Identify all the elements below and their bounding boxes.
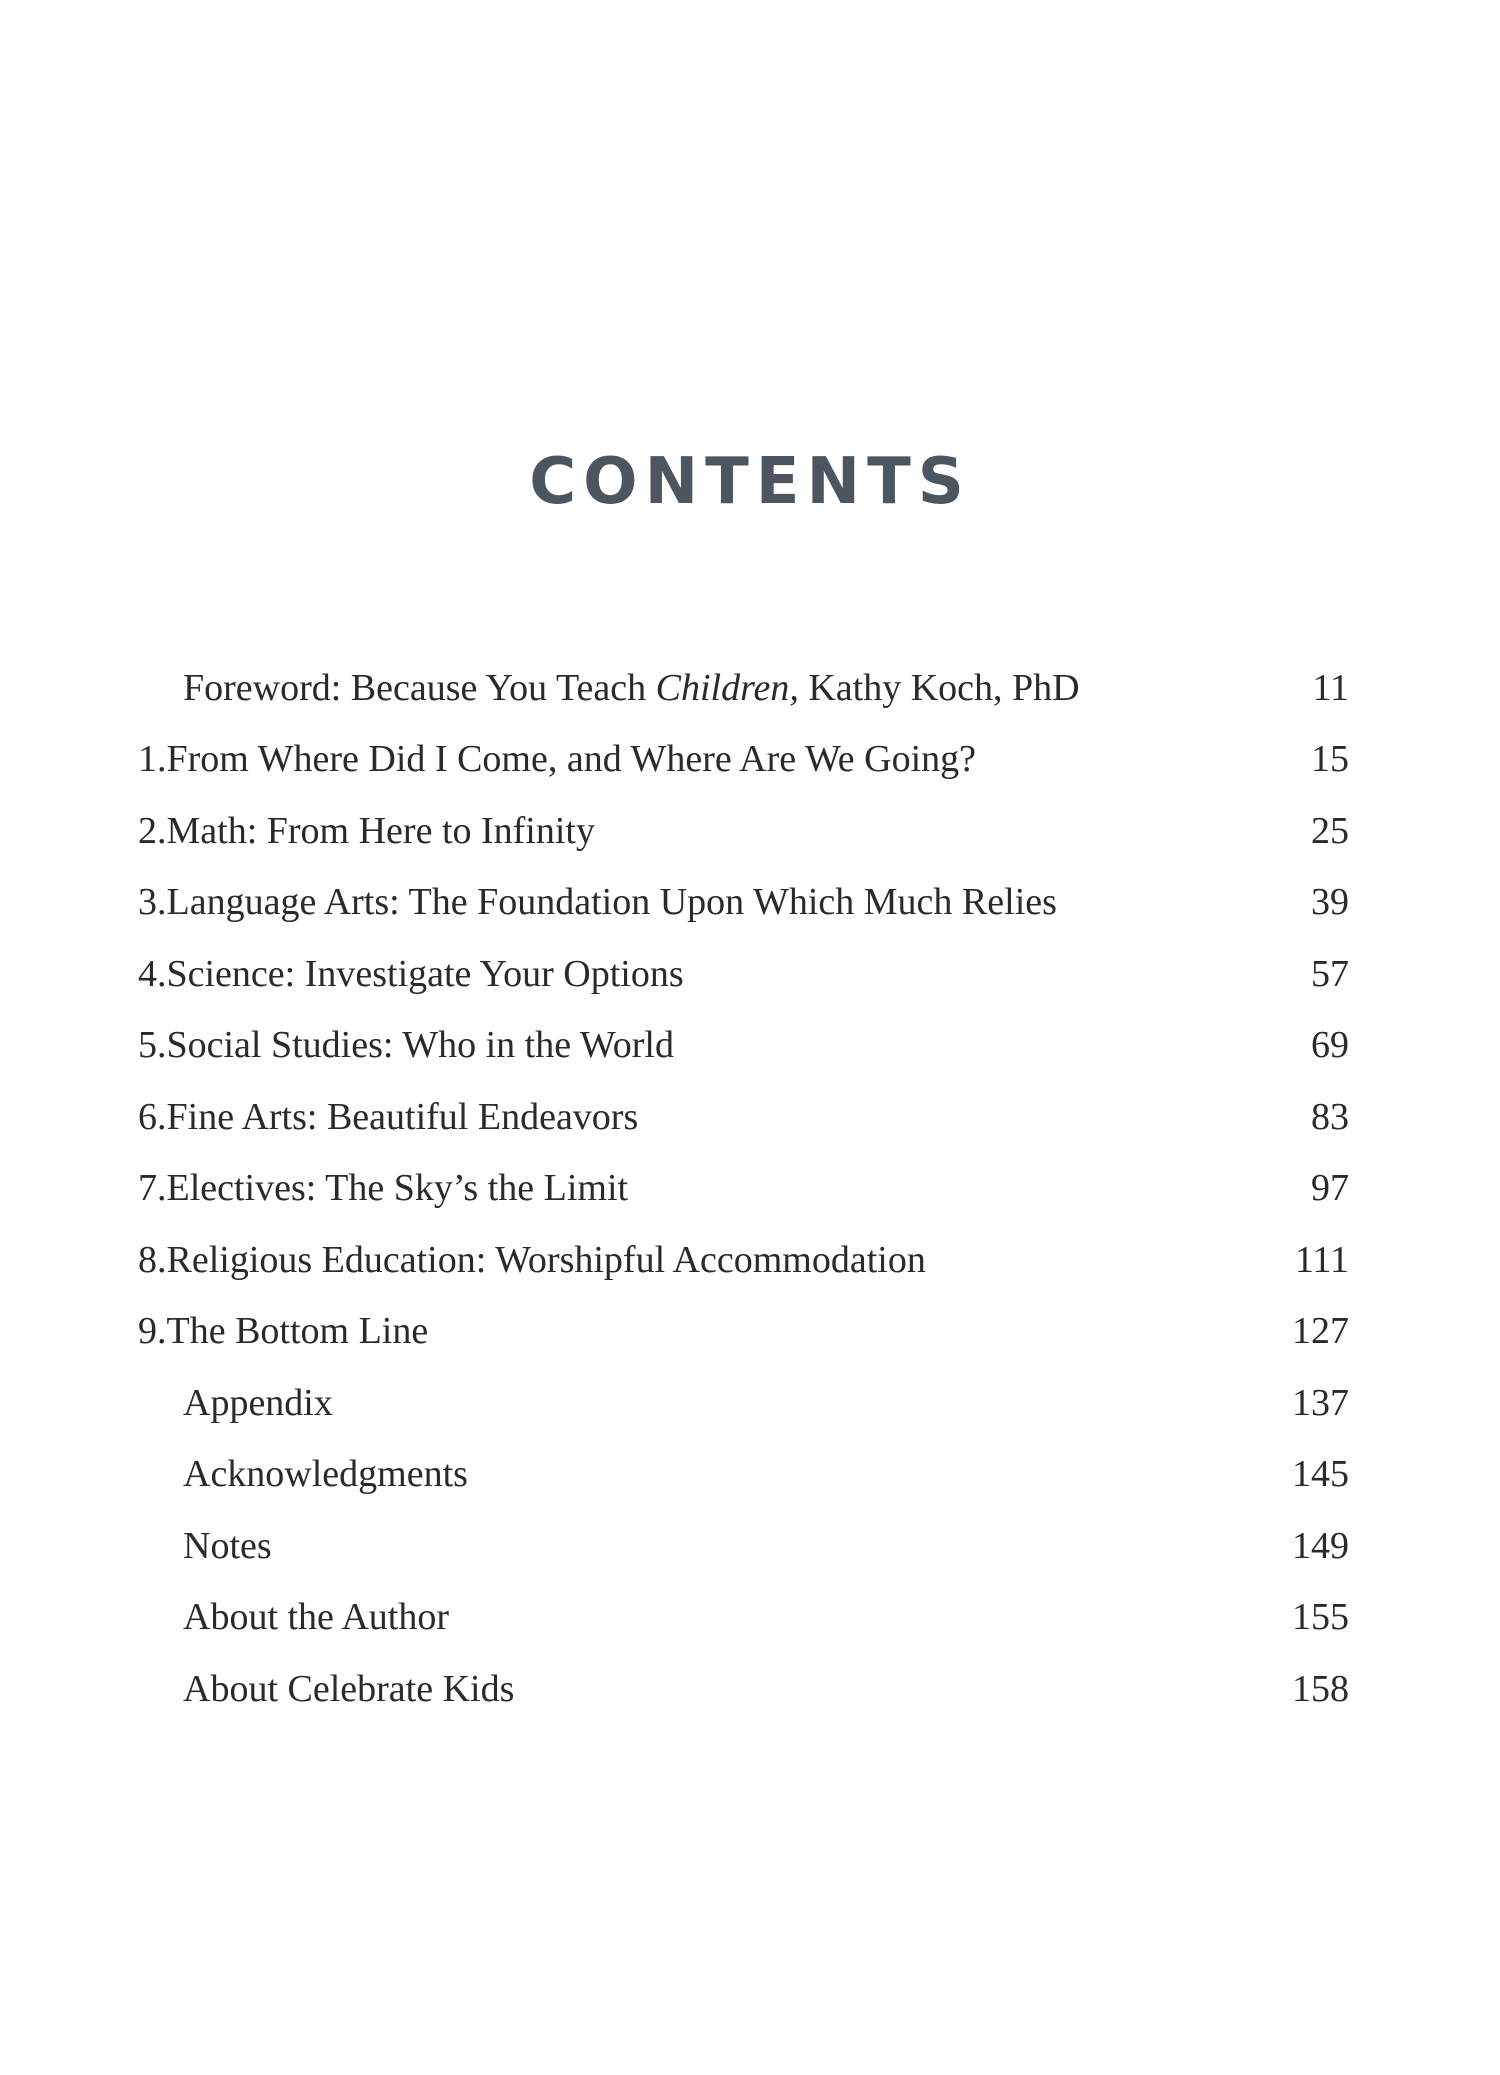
toc-title: From Where Did I Come, and Where Are We Going? — [166, 738, 977, 781]
toc-title: About the Author — [183, 1596, 449, 1639]
toc-title: Acknowledgments — [183, 1453, 468, 1496]
toc-page-number: 83 — [1311, 1095, 1349, 1138]
toc-number: 6. — [138, 1095, 167, 1138]
toc-page-number: 127 — [1292, 1310, 1349, 1353]
toc-row — [138, 1582, 1353, 1654]
toc-entry — [138, 1023, 674, 1067]
table-of-contents — [138, 652, 1353, 1725]
toc-row — [138, 652, 1353, 724]
toc-title: Math: From Here to Infinity — [166, 809, 595, 852]
toc-entry — [138, 952, 684, 996]
toc-row — [138, 1224, 1353, 1296]
page-title: CONTENTS — [529, 445, 971, 519]
toc-entry — [138, 809, 595, 853]
toc-page-number: 39 — [1311, 881, 1349, 924]
toc-row — [138, 1296, 1353, 1368]
toc-number: 7. — [138, 1167, 167, 1210]
toc-number: 8. — [138, 1238, 167, 1281]
toc-page-number: 137 — [1292, 1381, 1349, 1424]
toc-row — [138, 1653, 1353, 1725]
toc-entry — [138, 1238, 926, 1282]
toc-entry — [138, 1309, 428, 1353]
toc-page-number: 69 — [1311, 1024, 1349, 1067]
toc-row — [138, 1367, 1353, 1439]
toc-page-number: 111 — [1294, 1238, 1349, 1281]
toc-page-number: 155 — [1292, 1596, 1349, 1639]
toc-number: 3. — [138, 881, 167, 924]
toc-entry — [138, 737, 976, 781]
toc-entry — [138, 1095, 638, 1139]
toc-title: Social Studies: Who in the World — [166, 1024, 674, 1067]
toc-number: 1. — [138, 738, 167, 781]
toc-page-number: 57 — [1311, 952, 1349, 995]
toc-title: The Bottom Line — [166, 1310, 429, 1353]
toc-title: Fine Arts: Beautiful Endeavors — [166, 1095, 639, 1138]
toc-row — [138, 1439, 1353, 1511]
toc-entry — [138, 1595, 449, 1639]
toc-row — [138, 1153, 1353, 1225]
toc-row — [138, 795, 1353, 867]
toc-page-number: 25 — [1311, 809, 1349, 852]
toc-entry — [138, 1452, 468, 1496]
toc-page-number: 11 — [1312, 666, 1349, 709]
toc-entry — [138, 1166, 628, 1210]
toc-title: Appendix — [183, 1381, 333, 1424]
toc-page-number: 149 — [1292, 1524, 1349, 1567]
toc-title: Notes — [183, 1524, 272, 1567]
toc-number: 9. — [138, 1310, 167, 1353]
toc-title: Language Arts: The Foundation Upon Which Much Relies — [166, 881, 1057, 924]
toc-page-number: 15 — [1311, 738, 1349, 781]
toc-row — [138, 724, 1353, 796]
toc-page-number: 97 — [1311, 1167, 1349, 1210]
toc-number: 2. — [138, 809, 167, 852]
toc-title: Electives: The Sky’s the Limit — [166, 1167, 629, 1210]
toc-entry — [138, 1667, 514, 1711]
toc-number: 5. — [138, 1024, 167, 1067]
toc-entry — [138, 1381, 333, 1425]
toc-entry — [138, 880, 1057, 924]
toc-row — [138, 1081, 1353, 1153]
toc-row — [138, 1510, 1353, 1582]
toc-page-number: 158 — [1292, 1667, 1349, 1710]
toc-title: About Celebrate Kids — [183, 1667, 515, 1710]
toc-entry — [138, 1524, 272, 1568]
toc-row — [138, 867, 1353, 939]
toc-title: Religious Education: Worshipful Accommodation — [166, 1238, 926, 1281]
toc-title: Foreword: Because You Teach — [183, 666, 656, 709]
toc-entry — [138, 666, 1080, 710]
toc-title-italic: Children, — [655, 666, 799, 709]
toc-row — [138, 1010, 1353, 1082]
toc-title-rest: Kathy Koch, PhD — [798, 666, 1080, 709]
toc-row — [138, 938, 1353, 1010]
toc-title: Science: Investigate Your Options — [166, 952, 684, 995]
toc-number: 4. — [138, 952, 167, 995]
toc-page-number: 145 — [1292, 1453, 1349, 1496]
